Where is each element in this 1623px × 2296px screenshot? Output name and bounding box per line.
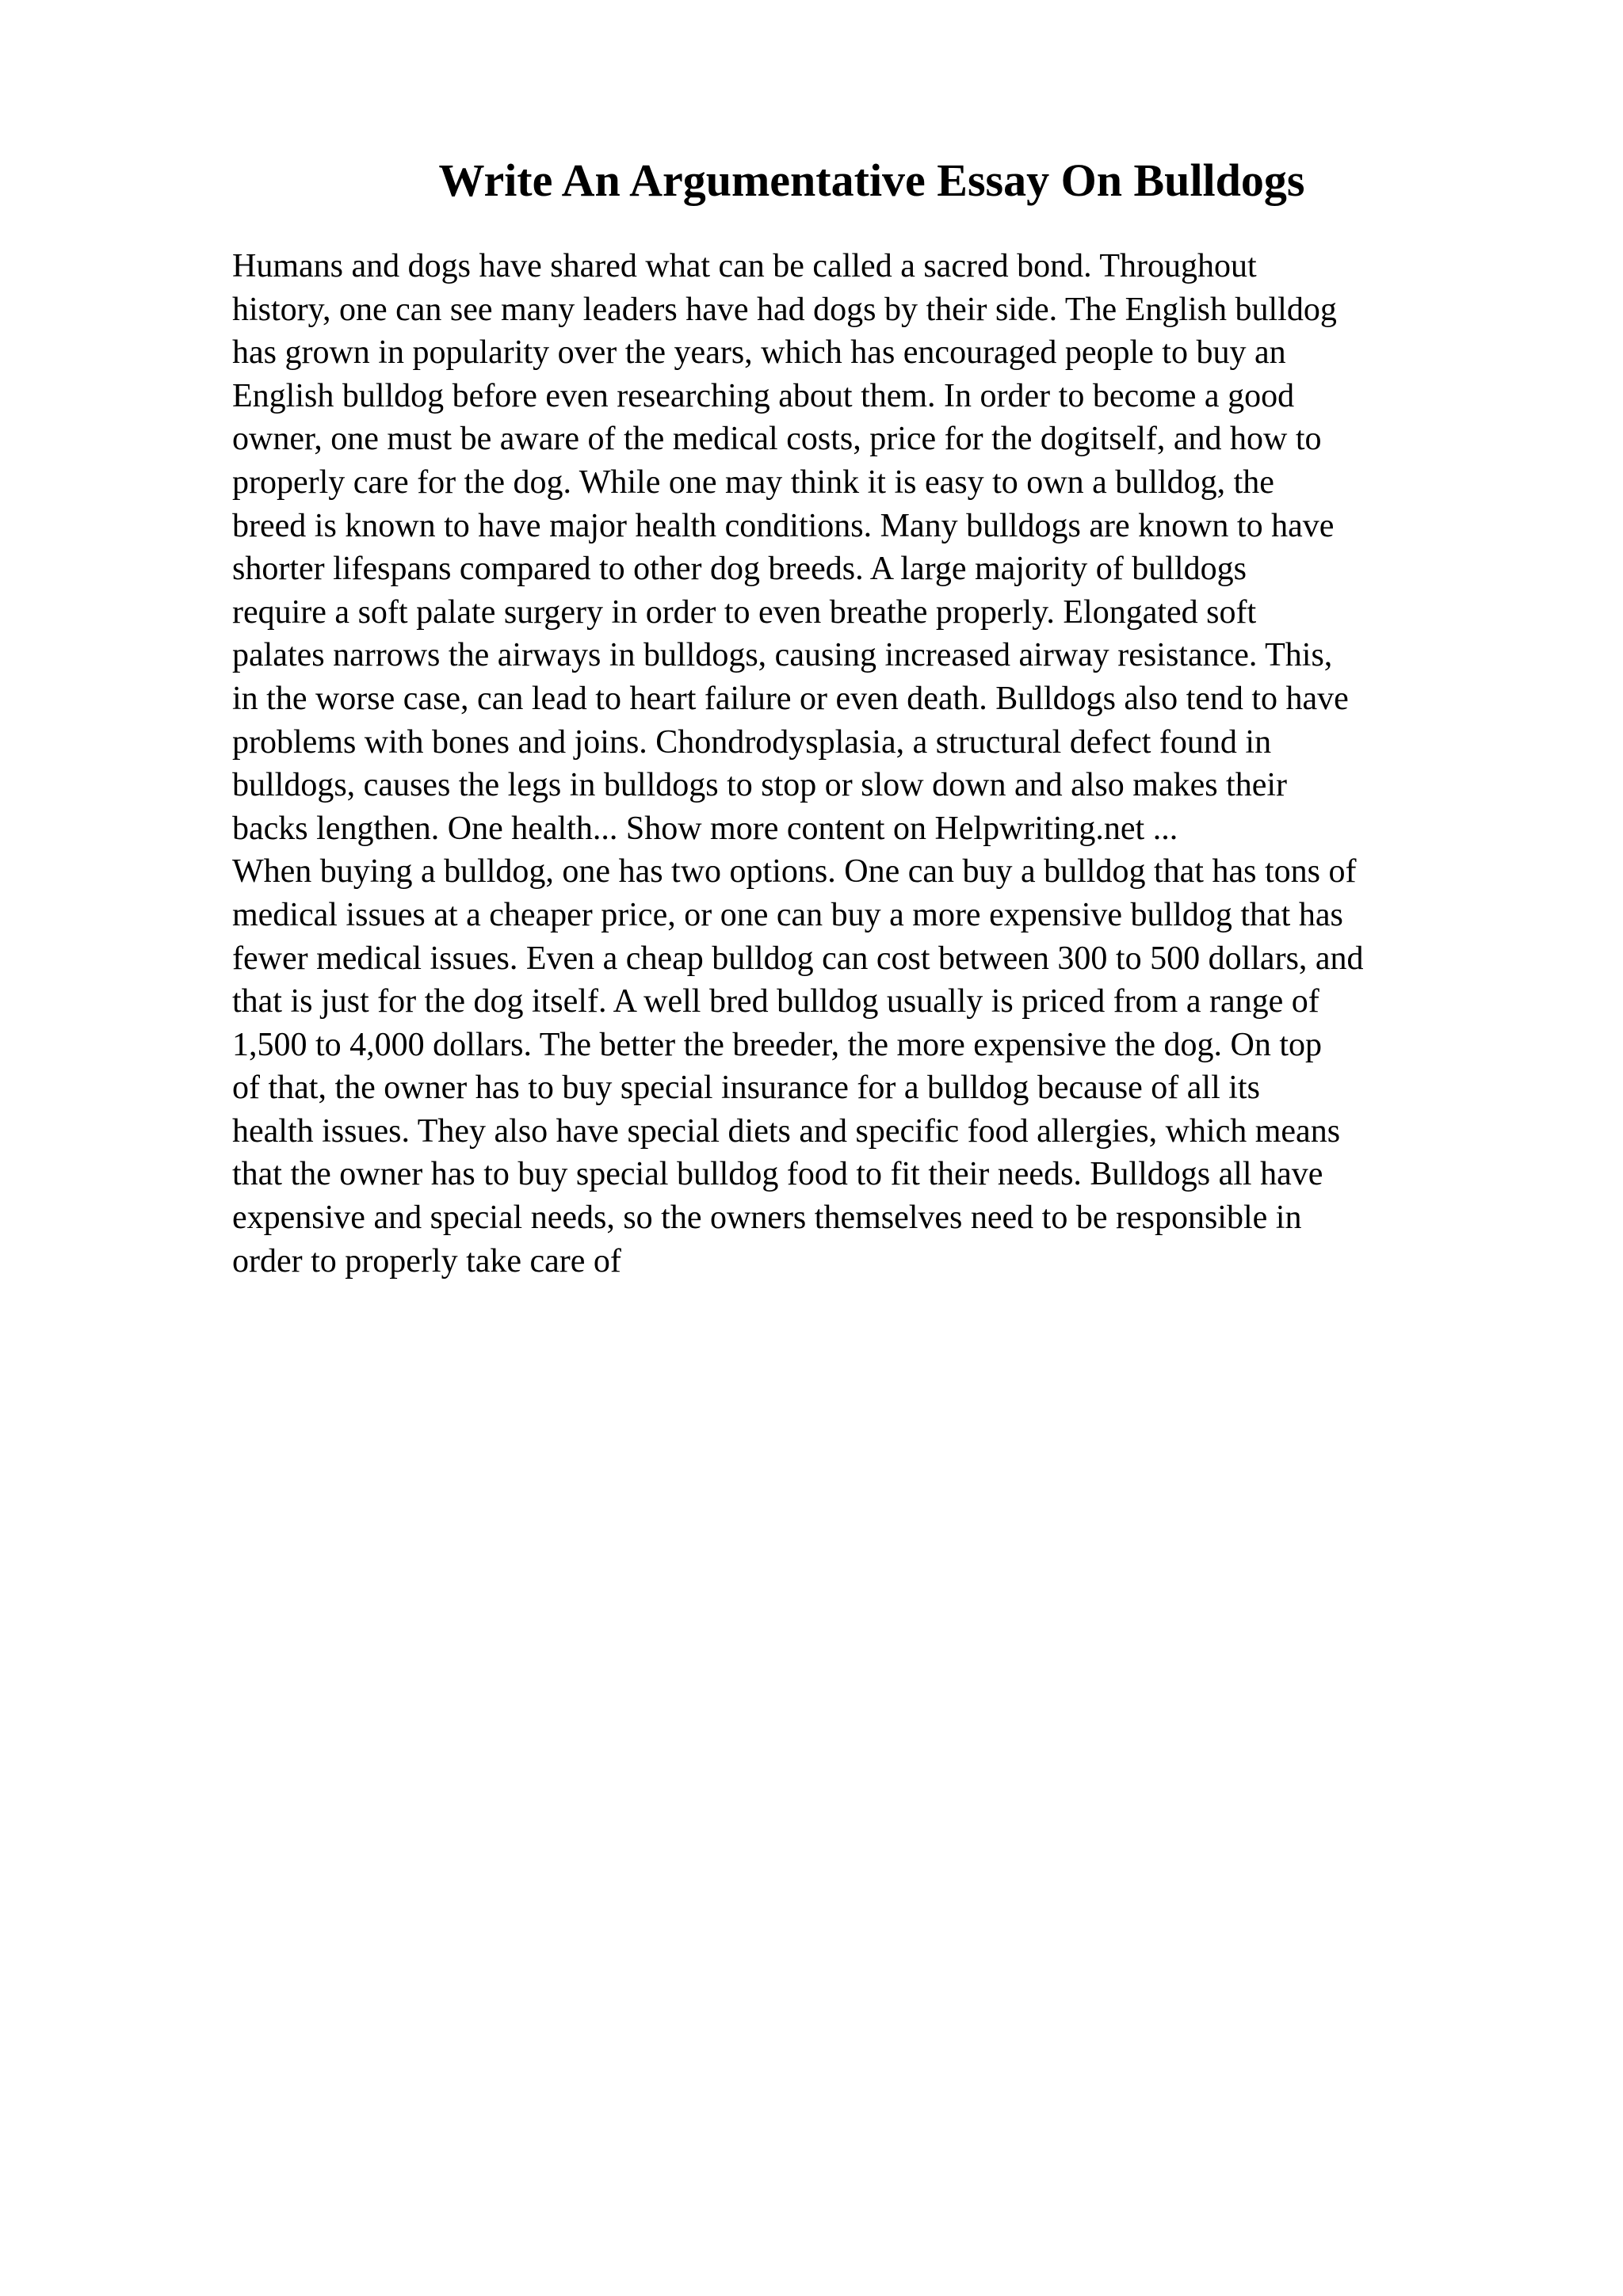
essay-line: require a soft palate surgery in order to even breathe properly. Elongated soft	[232, 593, 1257, 631]
essay-line: of that, the owner has to buy special insurance for a bulldog because of all its	[232, 1070, 1260, 1107]
essay-line: in the worse case, can lead to heart failure or even death. Bulldogs also tend to have	[232, 680, 1349, 717]
essay-body	[232, 245, 1595, 1283]
essay-line: health issues. They also have special diets and specific food allergies, which means	[232, 1112, 1341, 1150]
essay-line: that the owner has to buy special bulldog food to fit their needs. Bulldogs all have	[232, 1156, 1323, 1193]
essay-line: problems with bones and joins. Chondrodysplasia, a structural defect found in	[232, 723, 1272, 761]
essay-line: order to properly take care of	[232, 1242, 621, 1280]
essay-line: bulldogs, causes the legs in bulldogs to stop or slow down and also makes their	[232, 767, 1288, 804]
essay-line: that is just for the dog itself. A well bred bulldog usually is priced from a range of	[232, 983, 1319, 1020]
essay-line: palates narrows the airways in bulldogs, causing increased airway resistance. This,	[232, 637, 1333, 674]
essay-line: shorter lifespans compared to other dog breeds. A large majority of bulldogs	[232, 551, 1247, 588]
essay-line: medical issues at a cheaper price, or one can buy a more expensive bulldog that has	[232, 896, 1343, 933]
essay-line: properly care for the dog. While one may think it is easy to own a bulldog, the	[232, 463, 1274, 501]
essay-line: has grown in popularity over the years, which has encouraged people to buy an	[232, 334, 1286, 372]
essay-line: owner, one must be aware of the medical costs, price for the dogitself, and how to	[232, 421, 1322, 458]
essay-line: Humans and dogs have shared what can be called a sacred bond. Throughout	[232, 248, 1257, 284]
document-title: Write An Argumentative Essay On Bulldogs	[438, 154, 1305, 206]
essay-line: backs lengthen. One health... Show more content on Helpwriting.net ...	[232, 810, 1178, 847]
essay-line: breed is known to have major health conditions. Many bulldogs are known to have	[232, 507, 1335, 544]
essay-line: 1,500 to 4,000 dollars. The better the breeder, the more expensive the dog. On top	[232, 1026, 1323, 1063]
essay-line: fewer medical issues. Even a cheap bulldog can cost between 300 to 500 dollars, and	[232, 940, 1364, 977]
essay-line: English bulldog before even researching about them. In order to become a good	[232, 377, 1295, 414]
essay-line: expensive and special needs, so the owners themselves need to be responsible in	[232, 1199, 1302, 1237]
essay-line: When buying a bulldog, one has two options. One can buy a bulldog that has tons of	[232, 853, 1357, 891]
essay-line: history, one can see many leaders have had dogs by their side. The English bulldog	[232, 291, 1337, 328]
